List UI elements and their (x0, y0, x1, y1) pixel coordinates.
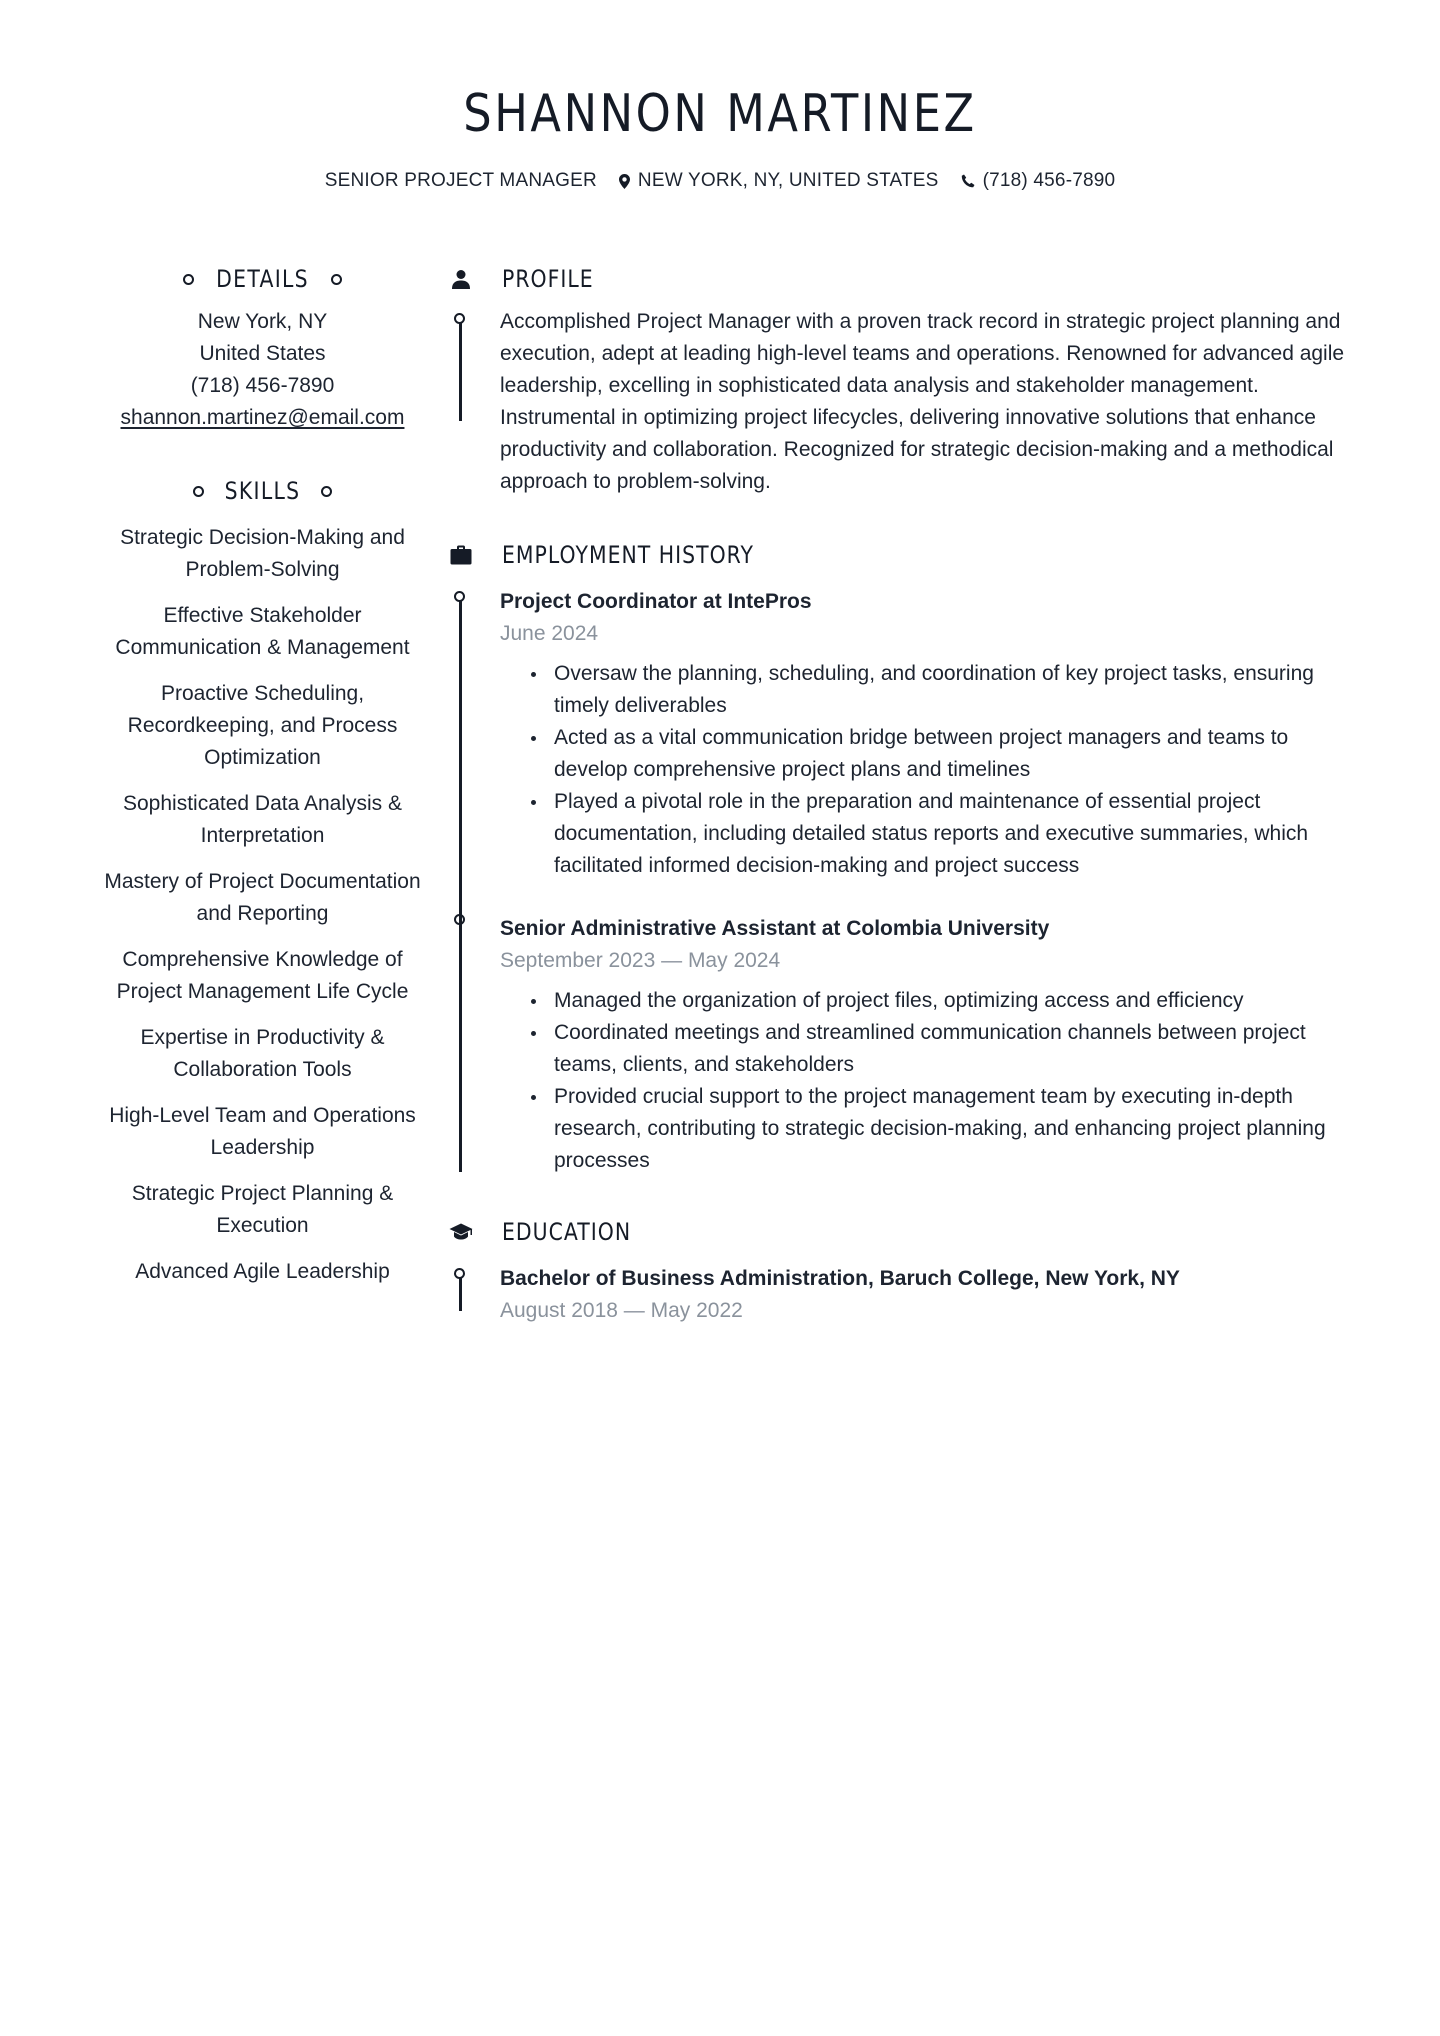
profile-text: Accomplished Project Manager with a proven track record in strategic project planning and execution, adept at leading high-level teams and operations. Renowned for advanced agile leadership, excelling in sophisticated data analysis and stakeholder management. Instrumental in optimizing project lifecycles, delivering innovative solutions that enhance productivity and collaboration. Recognized for strategic decision-making and a methodical approach to problem-solving. (500, 310, 1345, 493)
profile-section (440, 262, 1360, 498)
ring-icon (183, 274, 194, 285)
job-bullet: Coordinated meetings and streamlined communication channels between project teams, clients, and stakeholders (554, 1017, 1360, 1081)
skill-item: Effective Stakeholder Communication & Management (115, 604, 410, 659)
profile-heading (440, 262, 1360, 296)
job-bullets (500, 985, 1360, 1177)
education-heading (440, 1215, 1360, 1249)
job-title: Project Coordinator at IntePros (500, 590, 812, 613)
skill-item: Advanced Agile Leadership (135, 1260, 390, 1283)
job-title: Senior Administrative Assistant at Colombia University (500, 917, 1050, 940)
job-bullet: Played a pivotal role in the preparation and maintenance of essential project documentation, including detailed status reports and executive summaries, which facilitated informed decision-making and project success (554, 786, 1360, 882)
ring-icon (331, 274, 342, 285)
education-degree: Bachelor of Business Administration, Baruch College, New York, NY (500, 1267, 1180, 1290)
resume-header (0, 78, 1440, 192)
skill-item: High-Level Team and Operations Leadership (109, 1104, 416, 1159)
details-city: New York, NY (197, 310, 328, 333)
skills-list (90, 522, 435, 1288)
header-location (619, 170, 939, 192)
details-list (90, 306, 435, 434)
employment-heading (440, 538, 1360, 572)
job-dates: June 2024 (500, 622, 599, 645)
job-bullet: Provided crucial support to the project management team by executing in-depth research, contributing to strategic decision-making, and enhancing project planning processes (554, 1081, 1360, 1177)
job-dates: September 2023 — May 2024 (500, 949, 781, 972)
employment-section (440, 538, 1360, 1177)
header-contact-line (0, 170, 1440, 192)
timeline-line (459, 600, 462, 1172)
right-column (440, 262, 1360, 1327)
timeline-line (459, 322, 462, 421)
phone-icon (961, 174, 975, 188)
job-bullet: Managed the organization of project files, optimizing access and efficiency (554, 985, 1360, 1017)
skills-title: SKILLS (224, 477, 301, 505)
skill-item: Sophisticated Data Analysis & Interpretation (123, 792, 402, 847)
ring-icon (321, 486, 332, 497)
candidate-name: SHANNON MARTINEZ (463, 84, 977, 144)
header-phone (961, 170, 1116, 192)
skill-item: Proactive Scheduling, Recordkeeping, and Process Optimization (127, 682, 398, 769)
job-bullet: Oversaw the planning, scheduling, and coordination of key project tasks, ensuring timely deliverables (554, 658, 1360, 722)
skill-item: Strategic Project Planning & Execution (131, 1182, 394, 1237)
details-phone: (718) 456-7890 (190, 374, 335, 397)
person-icon (451, 269, 471, 289)
graduation-cap-icon (449, 1223, 473, 1241)
briefcase-icon (450, 545, 472, 565)
education-section (440, 1215, 1360, 1327)
education-dates: August 2018 — May 2022 (500, 1299, 743, 1322)
skill-item: Comprehensive Knowledge of Project Management Life Cycle (116, 948, 409, 1003)
details-country: United States (199, 342, 326, 365)
header-job-title: SENIOR PROJECT MANAGER (324, 170, 597, 191)
skill-item: Mastery of Project Documentation and Reporting (104, 870, 421, 925)
education-entry (500, 1263, 1360, 1327)
skill-item: Strategic Decision-Making and Problem-Solving (120, 526, 405, 581)
details-heading (90, 262, 435, 296)
job-entry (500, 913, 1360, 1177)
employment-title: EMPLOYMENT HISTORY (502, 541, 755, 569)
job-entry (500, 586, 1360, 882)
skill-item: Expertise in Productivity & Collaboration Tools (140, 1026, 385, 1081)
skills-heading (90, 474, 435, 508)
profile-title: PROFILE (502, 265, 594, 293)
map-pin-icon (619, 174, 630, 189)
details-title: DETAILS (216, 265, 309, 293)
left-column (90, 262, 435, 1302)
job-bullets (500, 658, 1360, 882)
timeline-line (459, 1277, 462, 1311)
education-title: EDUCATION (502, 1218, 632, 1246)
header-phone-text: (718) 456-7890 (982, 170, 1116, 191)
details-email-link[interactable]: shannon.martinez@email.com (120, 406, 405, 429)
ring-icon (193, 486, 204, 497)
job-bullet: Acted as a vital communication bridge between project managers and teams to develop comprehensive project plans and timelines (554, 722, 1360, 786)
header-location-text: NEW YORK, NY, UNITED STATES (637, 170, 939, 191)
